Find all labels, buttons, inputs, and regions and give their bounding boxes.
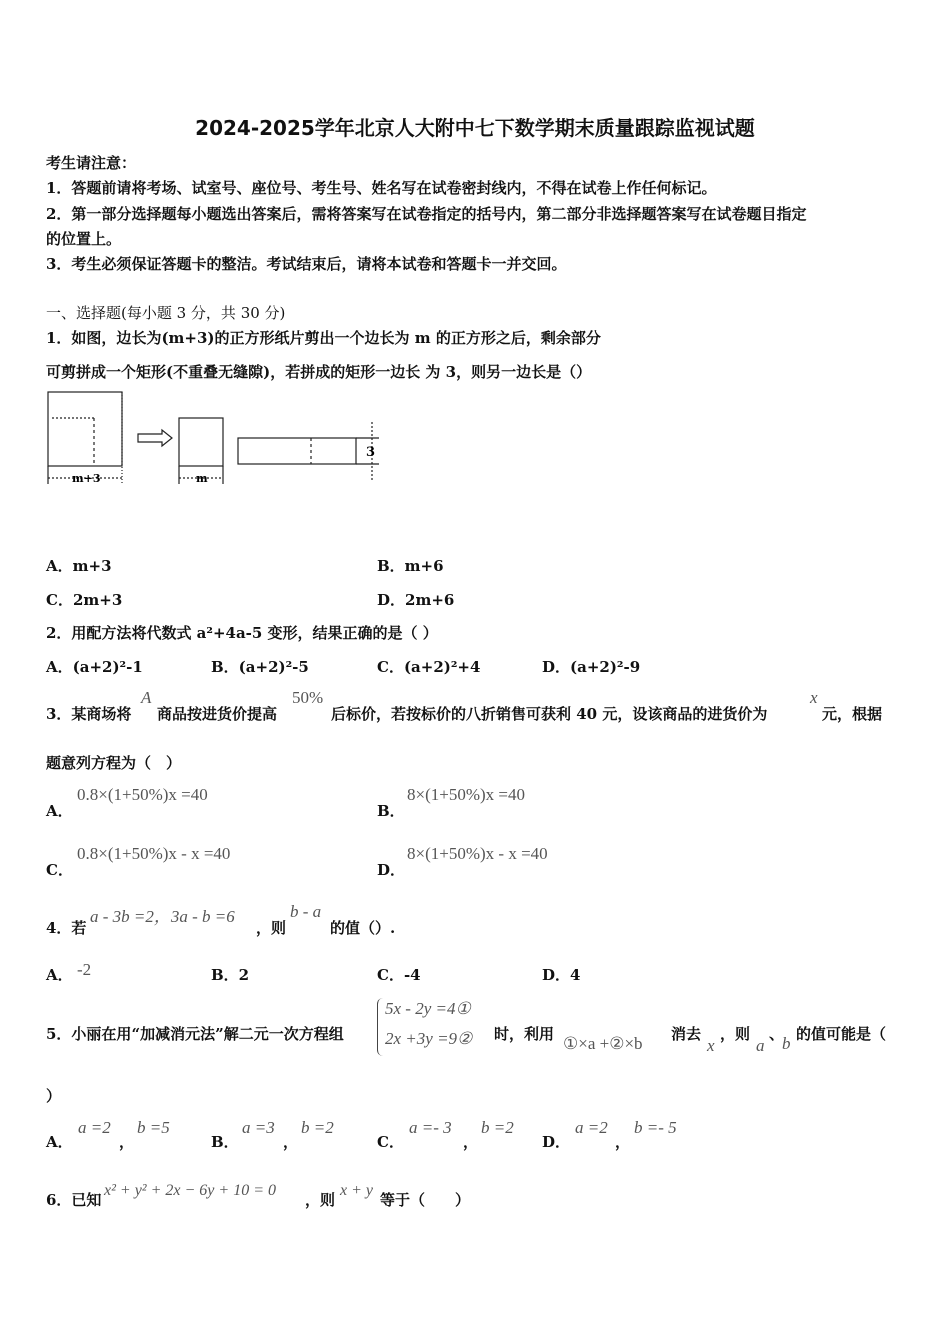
- notice-item-3: 3．考生必须保证答题卡的整洁。考试结束后，请将本试卷和答题卡一并交回。: [46, 255, 567, 273]
- q5-stem-part4: ，则: [720, 1025, 751, 1043]
- q5-option-c-math1: a =- 3: [409, 1118, 452, 1137]
- q3-stem-line2: 题意列方程为（ ）: [46, 754, 182, 772]
- q5-math-combo: ①×a +②×b: [563, 1034, 643, 1053]
- q5-option-b[interactable]: B．: [211, 1133, 239, 1151]
- q5-math-a: a: [756, 1036, 765, 1055]
- q1-option-d[interactable]: D．2m+6: [377, 591, 455, 609]
- q6-stem-part2: ，则: [305, 1191, 336, 1209]
- q5-option-a-sep: ，: [119, 1133, 135, 1151]
- notice-item-2-cont: 的位置上。: [46, 230, 122, 248]
- q4-option-a-math: -2: [77, 960, 92, 979]
- q1-stem-line1: 1．如图，边长为(m+3)的正方形纸片剪出一个边长为 m 的正方形之后，剩余部分: [46, 329, 601, 347]
- q2-option-d[interactable]: D．(a+2)²-9: [542, 658, 641, 676]
- q5-option-c[interactable]: C．: [377, 1133, 404, 1151]
- q6-math-sum: x + y: [340, 1182, 373, 1199]
- result-rectangle: [238, 438, 356, 464]
- q3-math-a: A: [141, 688, 152, 707]
- q3-stem-part4: 元，根据: [822, 705, 883, 723]
- arrow-shape: [138, 430, 172, 446]
- notice-item-2: 2．第一部分选择题每小题选出答案后，需将答案写在试卷指定的括号内，第二部分非选择题答案写在试卷题目指定: [46, 205, 807, 223]
- q2-option-a[interactable]: A．(a+2)²-1: [46, 658, 143, 676]
- big-square: [48, 392, 122, 466]
- q3-stem-part3: 后标价，若按标价的八折销售可获利 40 元，设该商品的进货价为: [331, 705, 768, 723]
- q1-figure: [44, 390, 389, 490]
- q2-option-c[interactable]: C．(a+2)²+4: [377, 658, 481, 676]
- q3-option-b[interactable]: B．: [377, 802, 405, 820]
- q5-option-a[interactable]: A．: [46, 1133, 73, 1151]
- q5-math-x: x: [707, 1036, 715, 1055]
- q3-option-d[interactable]: D．: [377, 861, 406, 879]
- q3-option-c[interactable]: C．: [46, 861, 73, 879]
- q3-math-x: x: [810, 688, 818, 707]
- notice-header: 考生请注意：: [46, 154, 137, 172]
- q4-option-d[interactable]: D．4: [542, 966, 581, 984]
- q3-option-d-math: 8×(1+50%)x - x =40: [407, 844, 548, 863]
- q3-math-percent: 50%: [292, 688, 324, 707]
- q5-stem-part1: 5．小丽在用“加减消元法”解二元一次方程组: [46, 1025, 344, 1043]
- label-m: m: [196, 472, 208, 485]
- q3-option-c-math: 0.8×(1+50%)x - x =40: [77, 844, 231, 863]
- q5-option-d-sep: ，: [615, 1133, 631, 1151]
- page-title: 2024-2025学年北京人大附中七下数学期末质量跟踪监视试题: [195, 116, 755, 140]
- q6-stem-part3: 等于（ ）: [380, 1191, 471, 1209]
- q5-equation-1: 5x - 2y =4①: [385, 999, 471, 1018]
- notice-item-1: 1．答题前请将考场、试室号、座位号、考生号、姓名写在试卷密封线内，不得在试卷上作任何标记。: [46, 179, 717, 197]
- q3-stem-part1: 3．某商场将: [46, 705, 132, 723]
- q4-stem-part3: 的值（）.: [330, 919, 396, 937]
- q5-stem-part6: 的值可能是（: [796, 1025, 887, 1043]
- label-3: 3: [366, 445, 376, 460]
- q4-option-c[interactable]: C．-4: [377, 966, 421, 984]
- q5-equation-2: 2x +3y =9②: [385, 1029, 473, 1048]
- q4-math-system: a - 3b =2，3a - b =6: [90, 907, 235, 926]
- q5-option-a-math2: b =5: [137, 1118, 170, 1137]
- q5-option-b-math2: b =2: [301, 1118, 334, 1137]
- q4-math-expr: b - a: [290, 902, 322, 921]
- cut-piece: [179, 418, 223, 466]
- q5-option-a-math1: a =2: [78, 1118, 111, 1137]
- q4-option-a[interactable]: A．: [46, 966, 73, 984]
- q1-stem-line2: 可剪拼成一个矩形(不重叠无缝隙)，若拼成的矩形一边长 为 3，则另一边长是（）: [46, 363, 592, 381]
- q2-option-b[interactable]: B．(a+2)²-5: [211, 658, 309, 676]
- q5-option-d-math1: a =2: [575, 1118, 608, 1137]
- q5-option-b-math1: a =3: [242, 1118, 275, 1137]
- q5-stem-close: ）: [46, 1087, 62, 1105]
- q5-stem-part5: 、: [769, 1025, 785, 1043]
- label-m-plus-3: m+3: [72, 472, 101, 485]
- q3-stem-part2: 商品按进货价提高: [157, 705, 278, 723]
- q2-stem: 2．用配方法将代数式 a²+4a-5 变形，结果正确的是（ ）: [46, 624, 438, 642]
- q5-option-c-math2: b =2: [481, 1118, 514, 1137]
- q1-option-a[interactable]: A．m+3: [46, 557, 112, 575]
- q4-stem-part1: 4．若: [46, 919, 87, 937]
- q5-math-b: b: [782, 1034, 791, 1053]
- q3-option-a-math: 0.8×(1+50%)x =40: [77, 785, 208, 804]
- q4-option-b[interactable]: B．2: [211, 966, 250, 984]
- q4-stem-part2: ，则: [256, 919, 287, 937]
- section-heading: 一、选择题(每小题 3 分，共 30 分): [46, 304, 286, 322]
- q6-math-equation: x² + y² + 2x − 6y + 10 = 0: [104, 1182, 276, 1199]
- q5-stem-part2: 时，利用: [494, 1025, 555, 1043]
- q3-option-a[interactable]: A．: [46, 802, 73, 820]
- q5-stem-part3: 消去: [671, 1025, 702, 1043]
- q1-option-b[interactable]: B．m+6: [377, 557, 444, 575]
- q5-option-d-math2: b =- 5: [634, 1118, 677, 1137]
- q1-option-c[interactable]: C．2m+3: [46, 591, 123, 609]
- q6-stem-part1: 6．已知: [46, 1191, 102, 1209]
- q5-option-b-sep: ，: [283, 1133, 299, 1151]
- q5-option-c-sep: ，: [463, 1133, 479, 1151]
- q3-option-b-math: 8×(1+50%)x =40: [407, 785, 525, 804]
- q5-option-d[interactable]: D．: [542, 1133, 571, 1151]
